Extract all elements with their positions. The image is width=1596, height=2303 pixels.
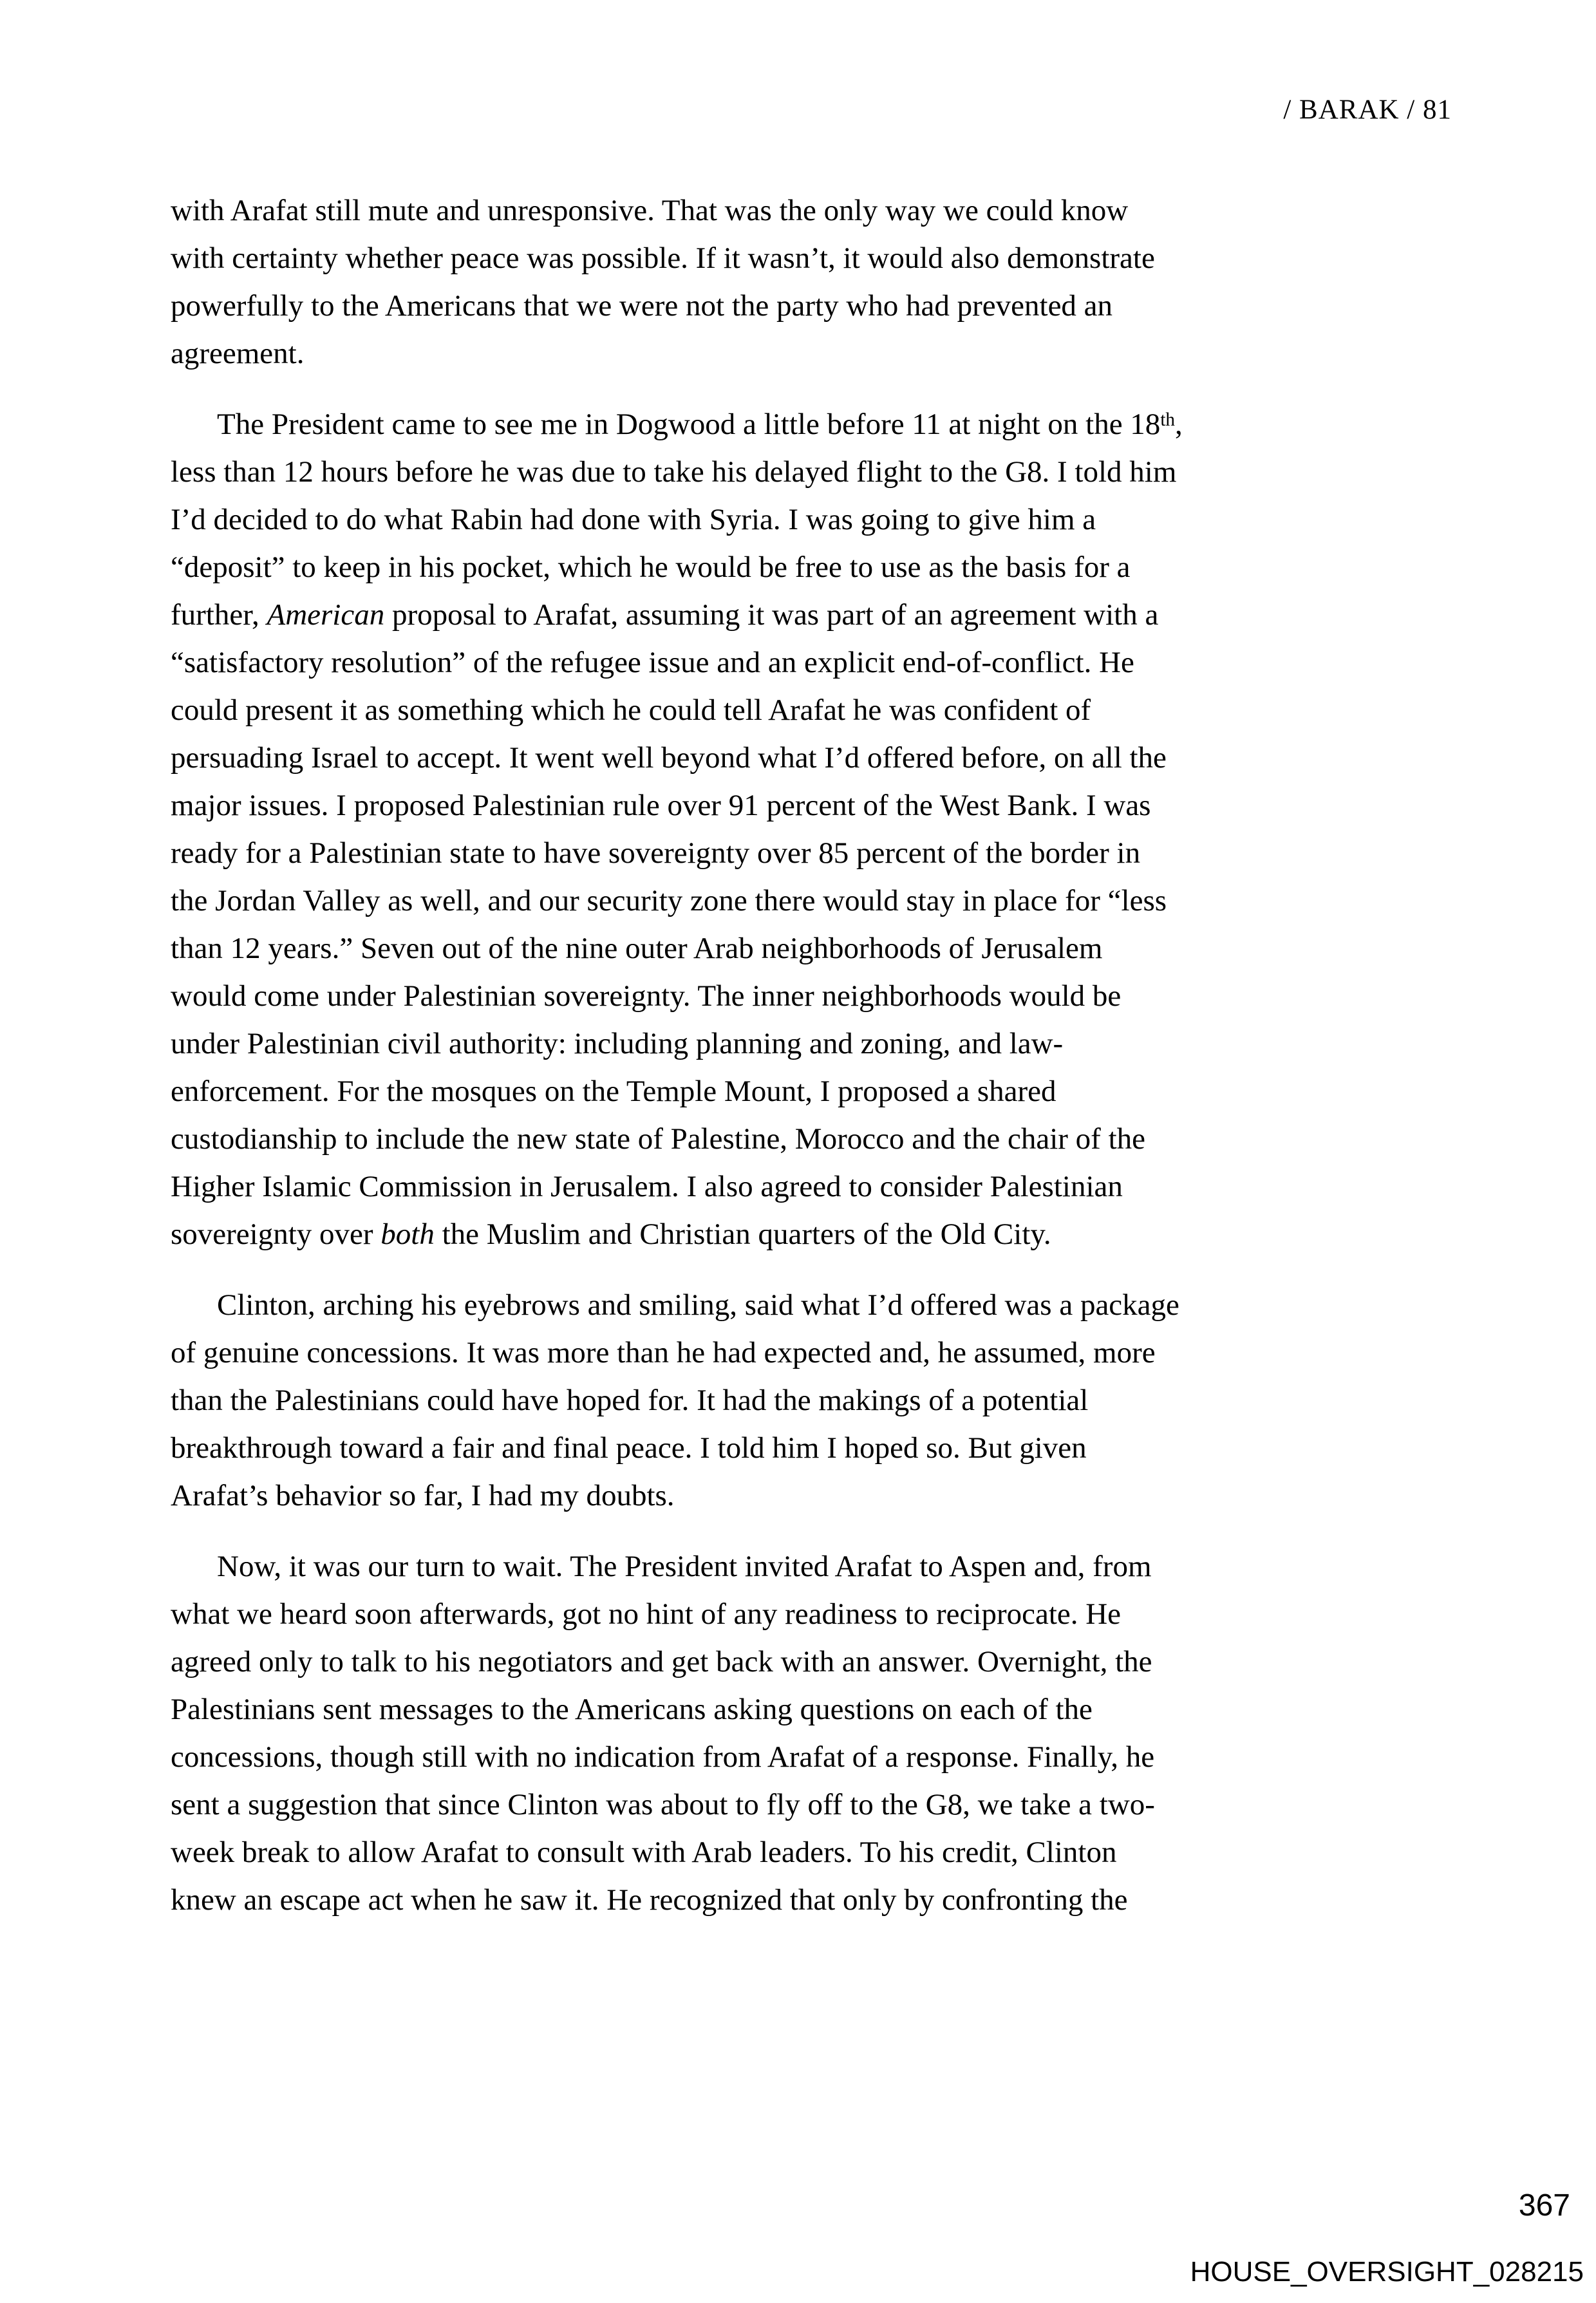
text-line — [171, 1377, 1445, 1424]
text-line — [171, 330, 1445, 377]
text-segment: ready for a Palestinian state to have sovereignty over 85 percent of the border in — [171, 836, 1141, 870]
text-line — [171, 1210, 1445, 1258]
text-segment: , — [1174, 408, 1183, 441]
text-segment: I’d decided to do what Rabin had done with Syria. I was going to give him a — [171, 503, 1096, 536]
text-line — [171, 829, 1445, 877]
page-number: 367 — [1518, 2188, 1570, 2223]
text-line — [171, 187, 1445, 234]
text-line — [171, 686, 1445, 734]
text-line — [171, 1163, 1445, 1210]
text-segment: agreed only to talk to his negotiators and get back with an answer. Overnight, the — [171, 1645, 1152, 1678]
text-line — [171, 448, 1445, 496]
text-line — [171, 234, 1445, 282]
text-segment: would come under Palestinian sovereignty. The inner neighborhoods would be — [171, 979, 1122, 1013]
bates-stamp: HOUSE_OVERSIGHT_028215 — [1190, 2256, 1584, 2288]
text-line — [171, 1281, 1445, 1329]
text-line — [171, 1733, 1445, 1781]
text-line — [171, 734, 1445, 782]
text-segment: “deposit” to keep in his pocket, which he would be free to use as the basis for a — [171, 550, 1131, 584]
text-line — [171, 782, 1445, 829]
italic-text: both — [380, 1217, 435, 1251]
text-segment: the Jordan Valley as well, and our security zone there would stay in place for “less — [171, 884, 1167, 917]
text-segment: breakthrough toward a fair and final peace. I told him I hoped so. But given — [171, 1431, 1087, 1465]
text-line — [171, 543, 1445, 591]
text-segment: persuading Israel to accept. It went well beyond what I’d offered before, on all the — [171, 741, 1167, 775]
text-segment: further, — [171, 598, 267, 632]
paragraph — [171, 1543, 1445, 1924]
text-line — [171, 400, 1445, 448]
text-line — [171, 1781, 1445, 1828]
text-segment: Palestinians sent messages to the Americans asking questions on each of the — [171, 1693, 1093, 1726]
text-segment: agreement. — [171, 337, 305, 370]
body-text — [171, 187, 1445, 1947]
text-segment: powerfully to the Americans that we were not the party who had prevented an — [171, 289, 1113, 323]
text-segment: than the Palestinians could have hoped for. It had the makings of a potential — [171, 1384, 1089, 1417]
page-header: / BARAK / 81 — [1283, 95, 1452, 125]
text-line — [171, 1590, 1445, 1638]
text-segment: Clinton, arching his eyebrows and smiling, said what I’d offered was a package — [217, 1288, 1179, 1322]
text-line — [171, 1686, 1445, 1733]
text-line — [171, 1638, 1445, 1686]
text-segment: concessions, though still with no indication from Arafat of a response. Finally, he — [171, 1740, 1155, 1774]
text-line — [171, 639, 1445, 686]
paragraph — [171, 187, 1445, 377]
text-line — [171, 1828, 1445, 1876]
text-segment: of genuine concessions. It was more than he had expected and, he assumed, more — [171, 1336, 1156, 1369]
text-segment: than 12 years.” Seven out of the nine outer Arab neighborhoods of Jerusalem — [171, 932, 1103, 965]
text-segment: what we heard soon afterwards, got no hint of any readiness to reciprocate. He — [171, 1597, 1122, 1631]
text-line — [171, 1424, 1445, 1472]
text-segment: enforcement. For the mosques on the Temple Mount, I proposed a shared — [171, 1075, 1056, 1108]
text-line — [171, 1067, 1445, 1115]
text-segment: Higher Islamic Commission in Jerusalem. I also agreed to consider Palestinian — [171, 1170, 1123, 1203]
italic-text: American — [267, 598, 385, 632]
text-segment: The President came to see me in Dogwood a little before 11 at night on the 18 — [217, 408, 1161, 441]
text-segment: custodianship to include the new state of Palestine, Morocco and the chair of the — [171, 1122, 1146, 1156]
text-segment: under Palestinian civil authority: including planning and zoning, and law- — [171, 1027, 1064, 1060]
text-line — [171, 1115, 1445, 1163]
text-segment: with certainty whether peace was possible. If it wasn’t, it would also demonstrate — [171, 241, 1155, 275]
text-segment: proposal to Arafat, assuming it was part of an agreement with a — [384, 598, 1159, 632]
text-line — [171, 1472, 1445, 1519]
text-line — [171, 925, 1445, 972]
text-line — [171, 1543, 1445, 1590]
text-line — [171, 1020, 1445, 1067]
text-segment: week break to allow Arafat to consult with Arab leaders. To his credit, Clinton — [171, 1836, 1117, 1869]
text-line — [171, 972, 1445, 1020]
text-segment: sovereignty over — [171, 1217, 381, 1251]
text-segment: “satisfactory resolution” of the refugee issue and an explicit end-of-conflict. He — [171, 646, 1134, 679]
text-segment: the Muslim and Christian quarters of the Old City. — [434, 1217, 1051, 1251]
text-line — [171, 496, 1445, 543]
text-line — [171, 877, 1445, 925]
text-segment: Arafat’s behavior so far, I had my doubts. — [171, 1479, 675, 1512]
text-segment: Now, it was our turn to wait. The President invited Arafat to Aspen and, from — [217, 1550, 1152, 1583]
text-line — [171, 1329, 1445, 1377]
text-segment: with Arafat still mute and unresponsive. That was the only way we could know — [171, 194, 1129, 227]
superscript-text: th — [1160, 409, 1175, 430]
text-segment: could present it as something which he could tell Arafat he was confident of — [171, 693, 1091, 727]
paragraph — [171, 400, 1445, 1258]
text-line — [171, 591, 1445, 639]
text-line — [171, 1876, 1445, 1924]
paragraph — [171, 1281, 1445, 1519]
text-segment: less than 12 hours before he was due to take his delayed flight to the G8. I told him — [171, 455, 1177, 489]
text-segment: major issues. I proposed Palestinian rule over 91 percent of the West Bank. I was — [171, 789, 1151, 822]
text-line — [171, 282, 1445, 330]
text-segment: knew an escape act when he saw it. He recognized that only by confronting the — [171, 1883, 1128, 1917]
text-segment: sent a suggestion that since Clinton was about to fly off to the G8, we take a two- — [171, 1788, 1155, 1821]
